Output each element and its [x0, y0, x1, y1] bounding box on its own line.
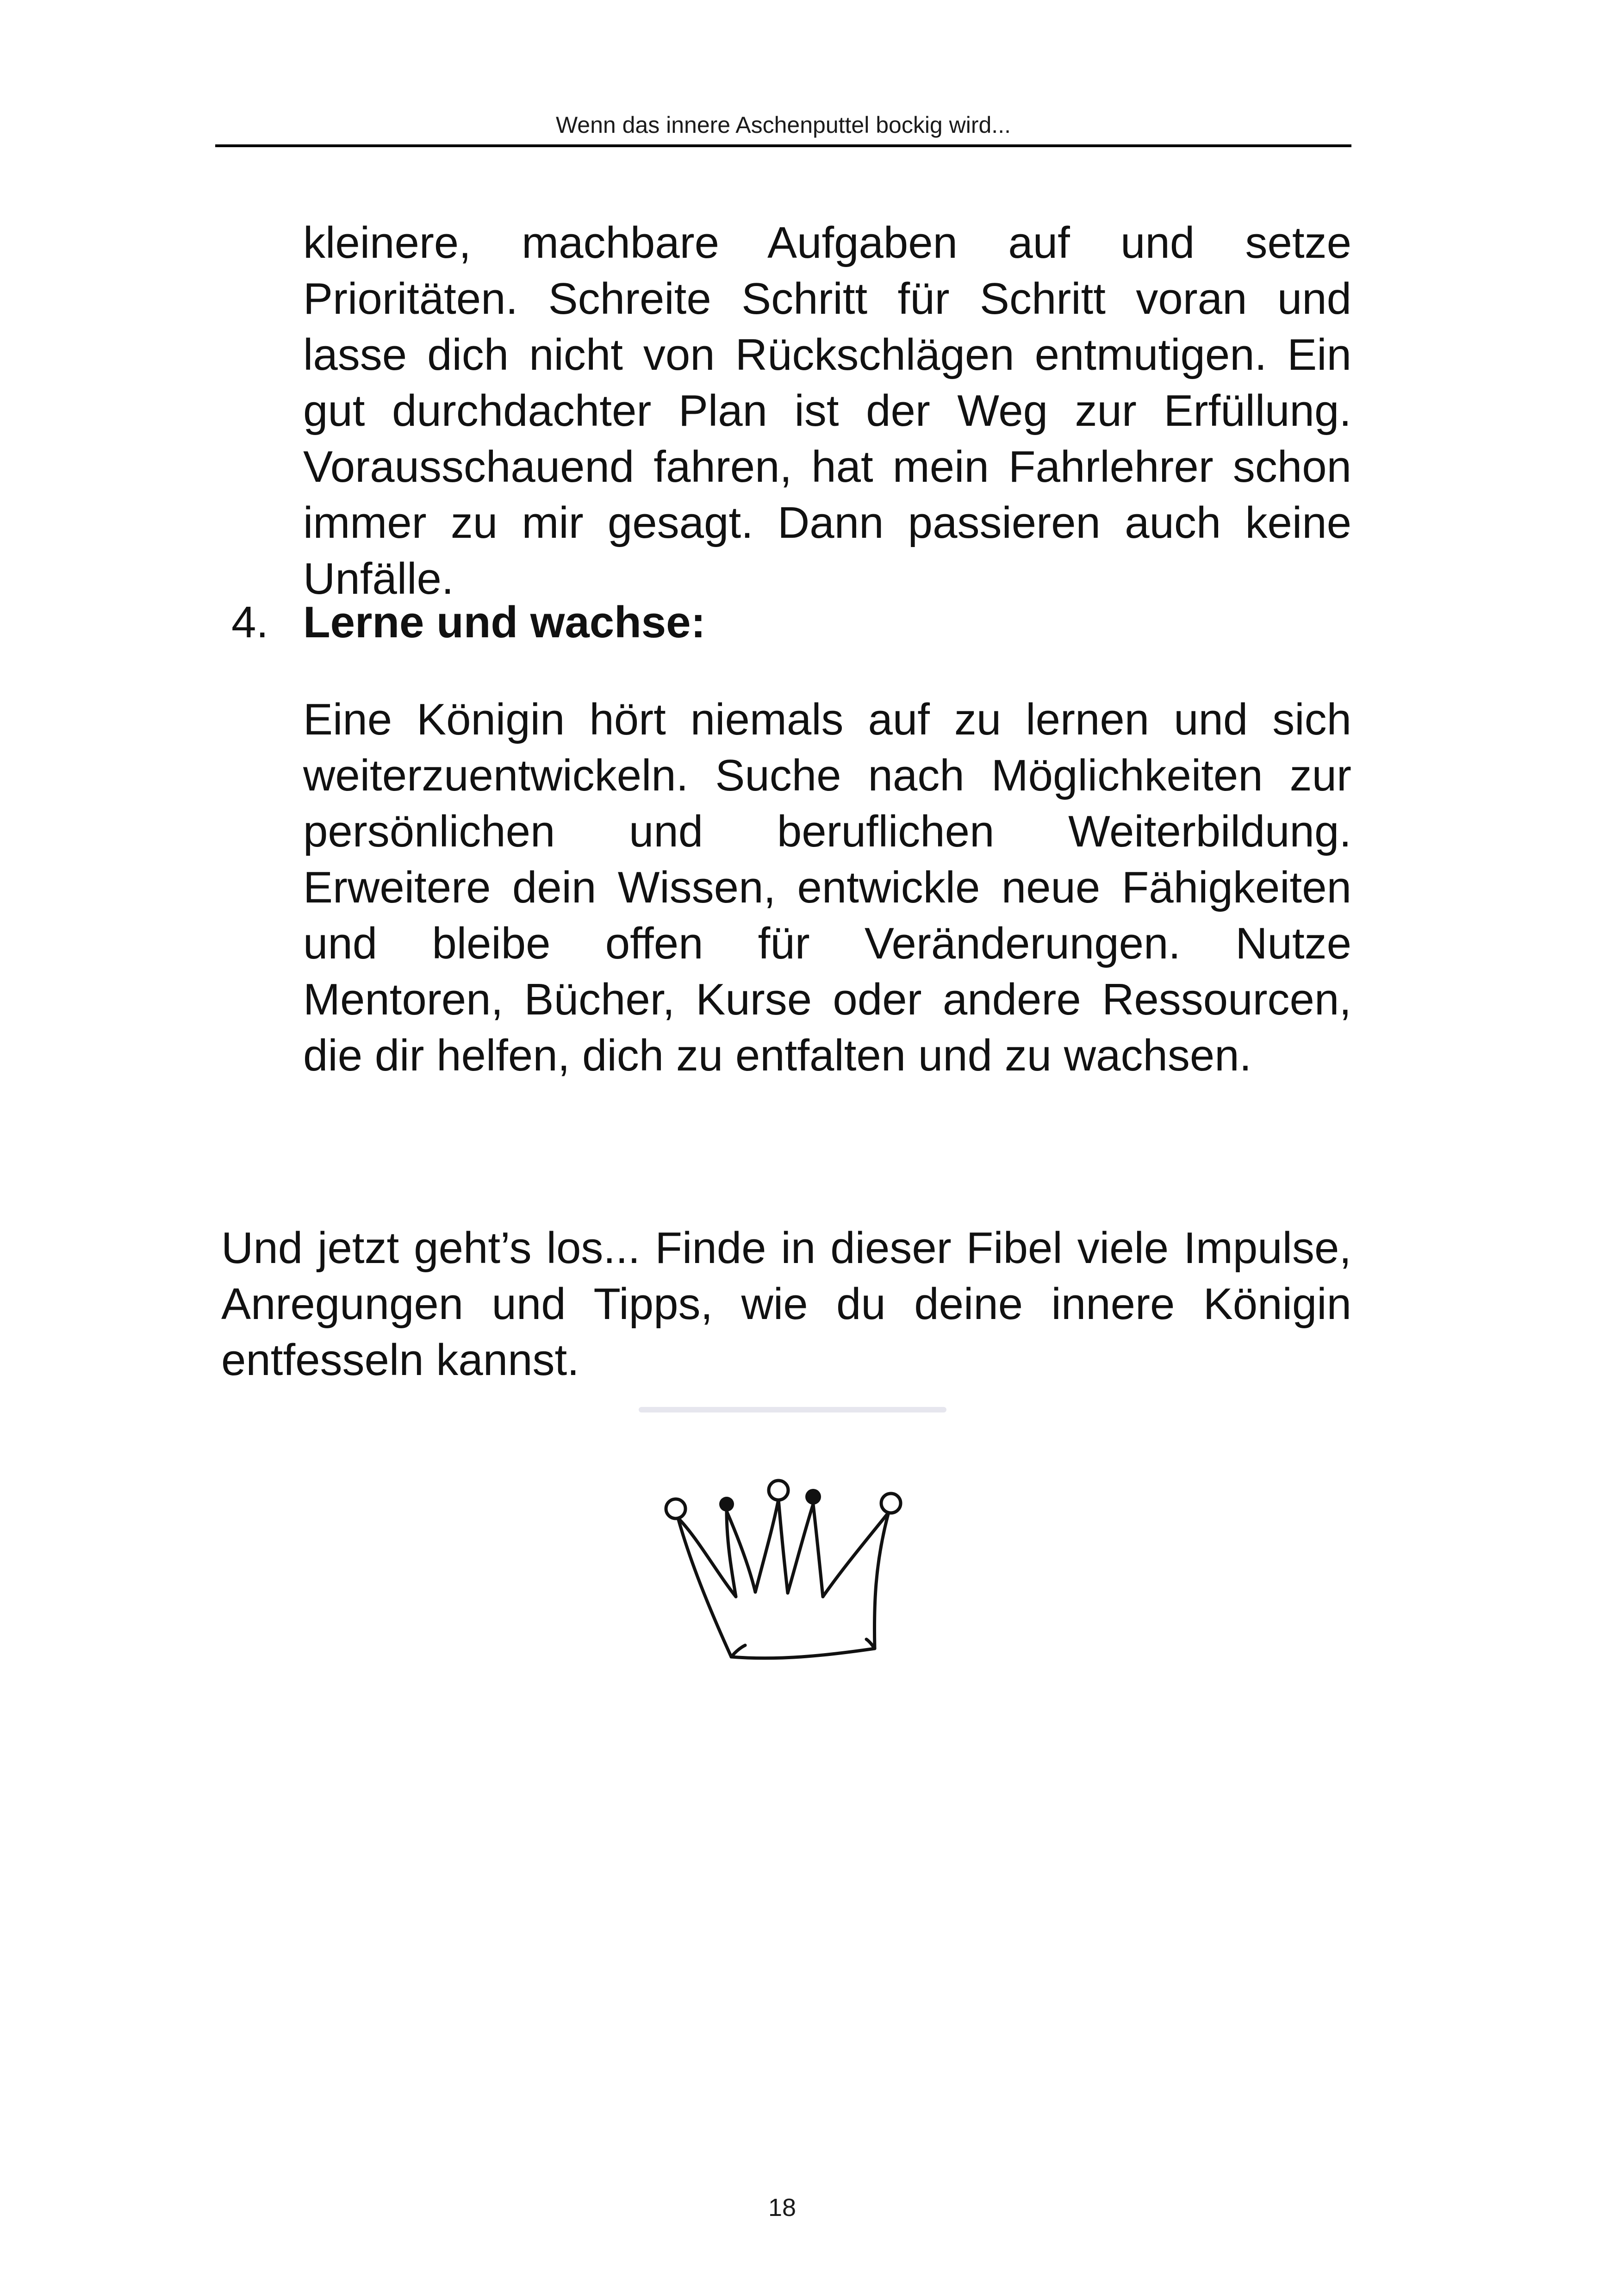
- list-item-number: 4.: [231, 597, 269, 647]
- running-header: Wenn das innere Aschenputtel bockig wird...: [556, 112, 1011, 138]
- page-number: 18: [768, 2194, 797, 2221]
- separator-bar: [639, 1407, 946, 1412]
- continuation-paragraph: kleinere, machbare Aufgaben auf und setze Prioritäten. Schreite Schritt für Schritt voran und lasse dich nicht von Rückschlägen entmutigen. Ein gut durchdachter Plan ist der Weg zur Erfüllung. Vorausschauend fahren, hat mein Fahrlehrer schon immer zu mir gesagt. Dann passieren auch keine Unfälle.: [303, 218, 1351, 604]
- crown-icon: [657, 1458, 907, 1680]
- list-item-paragraph: Eine Königin hört niemals auf zu lernen und sich weiterzuentwickeln. Suche nach Möglichkeiten zur persönlichen und beruflichen Weiterbildung. Erweitere dein Wissen, entwickle neue Fähigkeiten und bleibe offen für Veränderungen. Nutze Mentoren, Bücher, Kurse oder andere Ressourcen, die dir helfen, dich zu entfalten und zu wachsen.: [303, 695, 1351, 1080]
- list-item-heading: Lerne und wachse:: [303, 597, 706, 647]
- header-rule: [215, 144, 1351, 147]
- closing-paragraph: Und jetzt geht’s los... Finde in dieser Fibel viele Impulse, Anregungen und Tipps, wie du deine innere Königin entfesseln kannst.: [221, 1223, 1351, 1385]
